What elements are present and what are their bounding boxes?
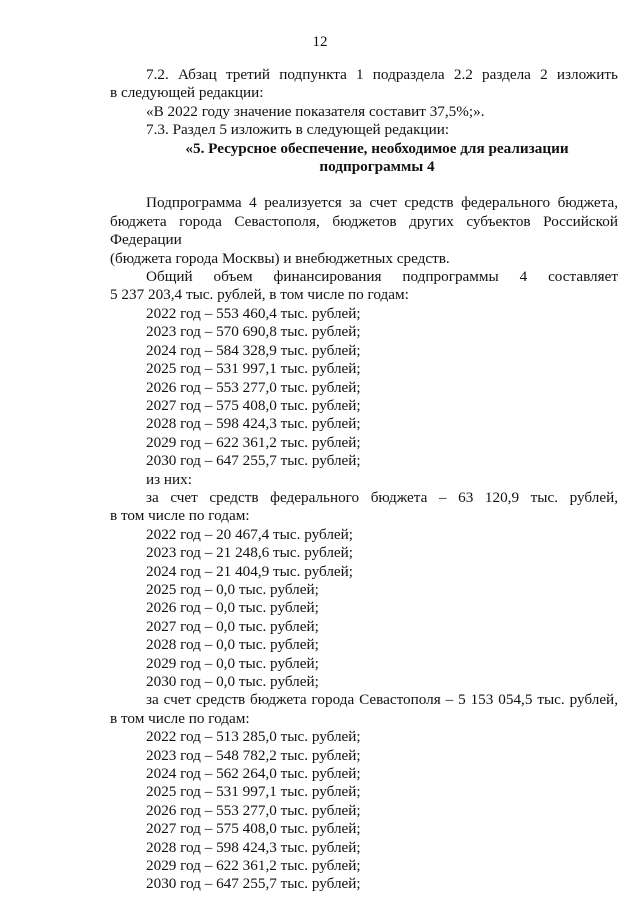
federal-line-2: в том числе по годам: xyxy=(110,507,250,525)
document-body xyxy=(110,66,618,894)
section-heading-line-2: подпрограммы 4 xyxy=(319,158,435,176)
intro-line-2: бюджета города Севастополя, бюджетов других субъектов Российской Федерации xyxy=(110,212,618,249)
total-year-item: 2025 год – 531 997,1 тыс. рублей; xyxy=(146,360,361,378)
total-year-item: 2023 год – 570 690,8 тыс. рублей; xyxy=(146,323,361,341)
sevastopol-year-item: 2022 год – 513 285,0 тыс. рублей; xyxy=(146,728,361,746)
sevastopol-line-2: в том числе по годам: xyxy=(110,709,250,727)
total-year-item: 2028 год – 598 424,3 тыс. рублей; xyxy=(146,415,361,433)
total-line-1: Общий объем финансирования подпрограммы 4 составляет xyxy=(146,268,618,286)
federal-year-item: 2024 год – 21 404,9 тыс. рублей; xyxy=(146,562,354,580)
sevastopol-year-item: 2030 год – 647 255,7 тыс. рублей; xyxy=(146,875,361,893)
total-year-item: 2027 год – 575 408,0 тыс. рублей; xyxy=(146,396,361,414)
federal-line-1: за счет средств федерального бюджета – 63 120,9 тыс. рублей, xyxy=(146,488,618,506)
federal-year-item: 2030 год – 0,0 тыс. рублей; xyxy=(146,673,319,690)
total-year-item: 2029 год – 622 361,2 тыс. рублей; xyxy=(146,433,361,451)
sevastopol-year-item: 2027 год – 575 408,0 тыс. рублей; xyxy=(146,820,361,838)
federal-year-item: 2022 год – 20 467,4 тыс. рублей; xyxy=(146,525,354,543)
p72-line-2: в следующей редакции: xyxy=(110,84,264,102)
page-number: 12 xyxy=(312,34,328,50)
federal-year-item: 2028 год – 0,0 тыс. рублей; xyxy=(146,636,319,654)
of-them-label: из них: xyxy=(146,470,192,488)
sevastopol-year-item: 2029 год – 622 361,2 тыс. рублей; xyxy=(146,857,361,875)
sevastopol-year-item: 2028 год – 598 424,3 тыс. рублей; xyxy=(146,838,361,856)
total-year-item: 2026 год – 553 277,0 тыс. рублей; xyxy=(146,378,361,396)
p72-line-3: «В 2022 году значение показателя составит 37,5%;». xyxy=(146,102,485,120)
section-heading xyxy=(110,140,618,177)
federal-year-item: 2029 год – 0,0 тыс. рублей; xyxy=(146,654,319,672)
sevastopol-years-list xyxy=(110,728,618,894)
federal-year-item: 2027 год – 0,0 тыс. рублей; xyxy=(146,617,319,635)
federal-year-item: 2023 год – 21 248,6 тыс. рублей; xyxy=(146,544,354,562)
federal-year-item: 2026 год – 0,0 тыс. рублей; xyxy=(146,599,319,617)
total-years-list xyxy=(110,305,618,471)
federal-years-list xyxy=(110,526,618,692)
p72-line-1: 7.2. Абзац третий подпункта 1 подраздела 2.2 раздела 2 изложить xyxy=(146,66,618,83)
intro-line-1: Подпрограмма 4 реализуется за счет средств федерального бюджета, xyxy=(146,194,618,212)
sevastopol-year-item: 2026 год – 553 277,0 тыс. рублей; xyxy=(146,801,361,819)
total-year-item: 2030 год – 647 255,7 тыс. рублей; xyxy=(146,452,361,470)
intro-line-3: (бюджета города Москвы) и внебюджетных средств. xyxy=(110,249,450,267)
section-heading-line-1: «5. Ресурсное обеспечение, необходимое для реализации xyxy=(185,139,569,157)
sevastopol-year-item: 2025 год – 531 997,1 тыс. рублей; xyxy=(146,783,361,801)
spacer xyxy=(110,176,618,194)
total-year-item: 2024 год – 584 328,9 тыс. рублей; xyxy=(146,341,361,359)
federal-year-item: 2025 год – 0,0 тыс. рублей; xyxy=(146,580,319,598)
p73-line: 7.3. Раздел 5 изложить в следующей редакции: xyxy=(146,121,450,139)
sevastopol-year-item: 2023 год – 548 782,2 тыс. рублей; xyxy=(146,746,361,764)
sevastopol-line-1: за счет средств бюджета города Севастополя – 5 153 054,5 тыс. рублей, xyxy=(146,691,618,709)
sevastopol-year-item: 2024 год – 562 264,0 тыс. рублей; xyxy=(146,765,361,783)
total-year-item: 2022 год – 553 460,4 тыс. рублей; xyxy=(146,304,361,322)
total-line-2: 5 237 203,4 тыс. рублей, в том числе по годам: xyxy=(110,286,409,304)
